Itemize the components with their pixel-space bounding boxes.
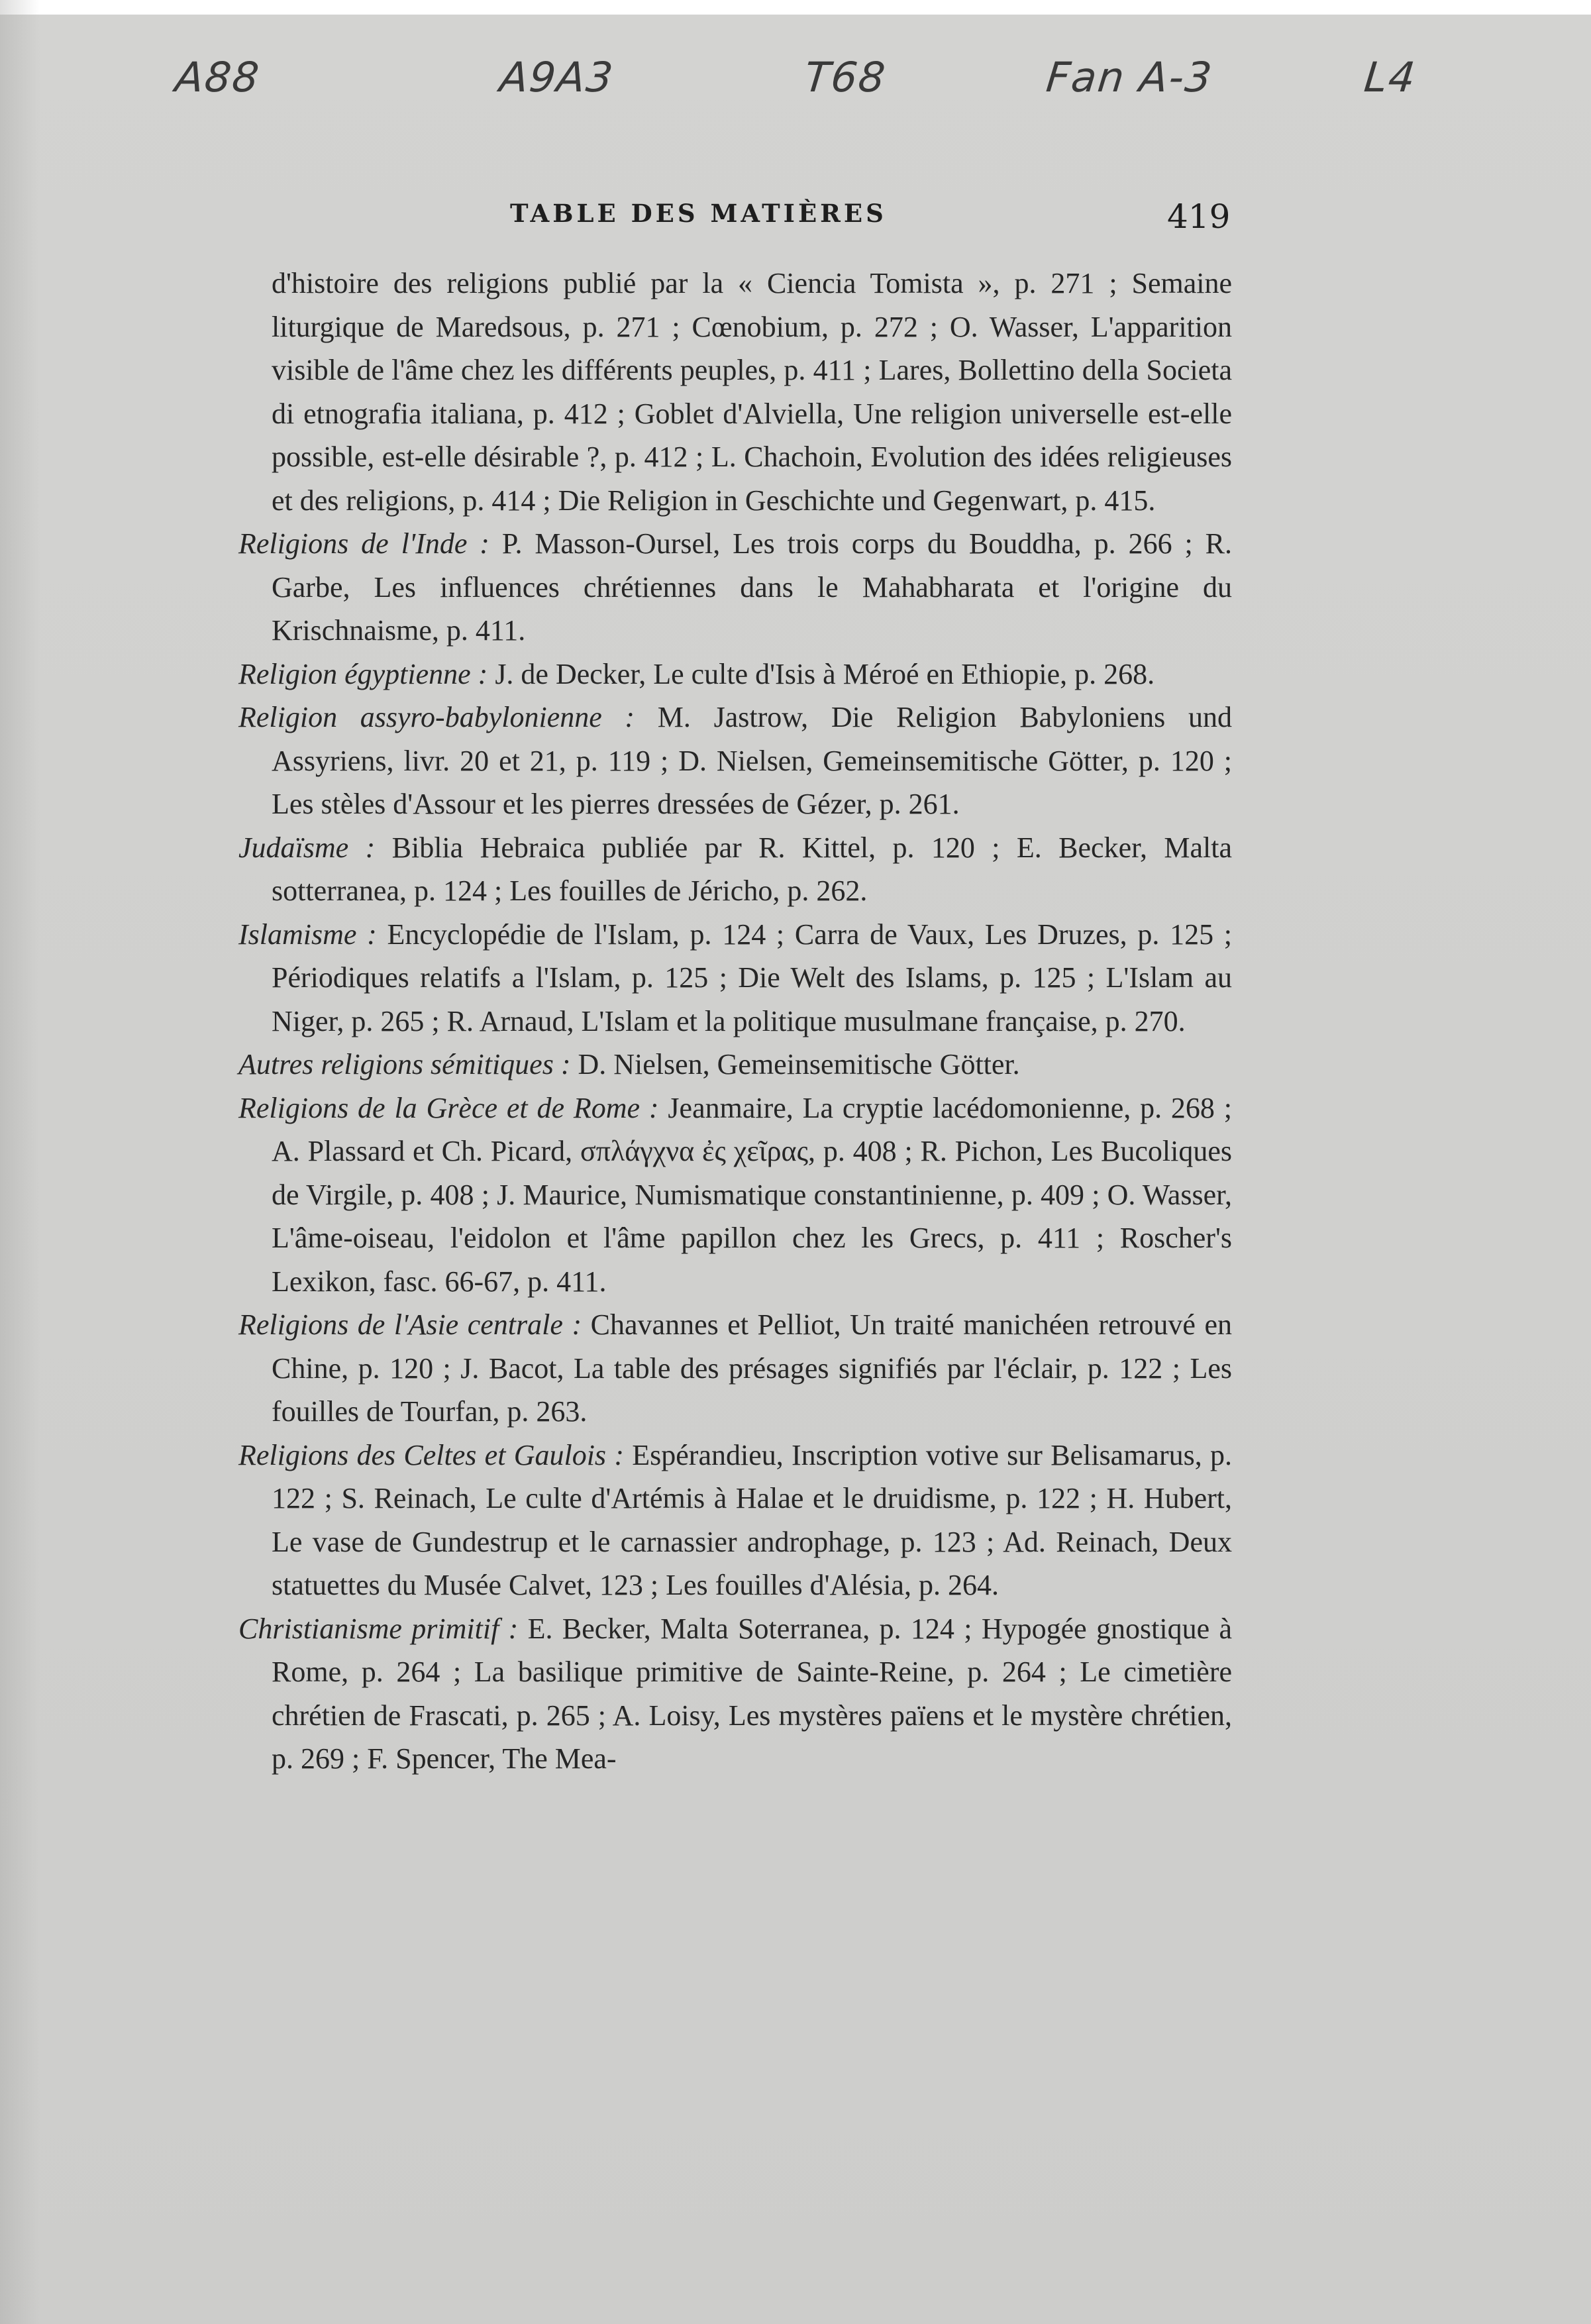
entry-heading: Religion égyptienne : [238,657,488,690]
entry-text: M. Jastrow, Die Religion Babyloniens und Assyriens, livr. 20 et 21, p. 119 ; D. Nielsen, Gemeinsemitische Götter, p. 120 ; Les stèles d'Assour et les pierres dressées de Gézer, p. 261. [272,701,1232,820]
index-entry [238,913,1232,1043]
index-entry [238,826,1232,913]
entry-heading: Religions de la Grèce et de Rome : [238,1091,659,1124]
entry-text: d'histoire des religions publié par la « Ciencia Tomista », p. 271 ; Semaine liturgique de Maredsous, p. 271 ; Cœnobium, p. 272 ; O. Wasser, L'apparition visible de l'âme chez les différents peuples, p. 411 ; Lares, Bollettino della Societa di etnografia italiana, p. 412 ; Goblet d'Alviella, Une religion universelle est-elle possible, est-elle désirable ?, p. 412 ; L. Chachoin, Evolution des idées religieuses et des religions, p. 414 ; Die Religion in Geschichte und Gegenwart, p. 415. [272,267,1232,517]
index-entry [238,262,1232,522]
index-entry [238,522,1232,653]
entry-text: J. de Decker, Le culte d'Isis à Méroé en Ethiopie, p. 268. [495,657,1155,690]
entry-text: E. Becker, Malta Soterranea, p. 124 ; Hypogée gnostique à Rome, p. 264 ; La basilique primitive de Sainte-Reine, p. 264 ; Le cimetière chrétien de Frascati, p. 265 ; A. Loisy, Les mystères païens et le mystère chrétien, p. 269 ; F. Spencer, The Mea- [272,1612,1233,1775]
handwritten-mark-4: Fan A-3 [1044,53,1215,101]
index-entry [238,1086,1232,1304]
handwritten-mark-1: A88 [173,53,263,101]
entry-heading: Religions de l'Inde : [238,527,489,560]
index-entry [238,696,1232,826]
entry-heading: Judaïsme : [238,831,376,864]
entry-heading: Religions de l'Asie centrale : [238,1308,582,1341]
entry-heading: Autres religions sémitiques : [238,1048,571,1081]
entry-text: Biblia Hebraica publiée par R. Kittel, p. 120 ; E. Becker, Malta sotterranea, p. 124 ; Les fouilles de Jéricho, p. 262. [272,831,1233,907]
handwritten-mark-5: L4 [1362,53,1419,101]
entry-text: P. Masson-Oursel, Les trois corps du Bouddha, p. 266 ; R. Garbe, Les influences chrétiennes dans le Mahabharata et l'origine du Krischnaisme, p. 411. [272,527,1232,647]
entry-heading: Islamisme : [238,918,377,951]
scan-top-edge [0,0,1591,15]
entry-text: Espérandieu, Inscription votive sur Belisamarus, p. 122 ; S. Reinach, Le culte d'Artémis à Halae et le druidisme, p. 122 ; H. Hubert, Le vase de Gundestrup et le carnassier androphage, p. 123 ; Ad. Reinach, Deux statuettes du Musée Calvet, 123 ; Les fouilles d'Alésia, p. 264. [272,1438,1233,1601]
entry-text: Chavannes et Pelliot, Un traité manichéen retrouvé en Chine, p. 120 ; J. Bacot, La table des présages signifiés par l'éclair, p. 122 ; Les fouilles de Tourfan, p. 263. [272,1308,1233,1428]
index-entry [238,653,1232,696]
entry-text: Jeanmaire, La cryptie lacédomonienne, p. 268 ; A. Plassard et Ch. Picard, σπλάγχνα ἐς χεῖρας, p. 408 ; R. Pichon, Les Bucoliques de Virgile, p. 408 ; J. Maurice, Numismatique constantinienne, p. 409 ; O. Wasser, L'âme-oiseau, l'eidolon et l'âme papillon chez les Grecs, p. 411 ; Roscher's Lexikon, fasc. 66-67, p. 411. [272,1091,1233,1298]
page-gutter-shadow [0,0,40,2324]
entry-heading: Religions des Celtes et Gaulois : [238,1438,624,1471]
entry-heading: Christianisme primitif : [238,1612,519,1645]
entry-text: Encyclopédie de l'Islam, p. 124 ; Carra de Vaux, Les Druzes, p. 125 ; Périodiques relatifs a l'Islam, p. 125 ; Die Welt des Islams, p. 125 ; L'Islam au Niger, p. 265 ; R. Arnaud, L'Islam et la politique musulmane française, p. 270. [272,918,1233,1037]
index-entry [238,1434,1232,1607]
index-entry [238,1607,1232,1781]
entry-text: D. Nielsen, Gemeinsemitische Götter. [578,1048,1020,1081]
running-head: TABLE DES MATIÈRES [510,199,887,228]
page-number: 419 [1167,197,1231,236]
index-entry [238,1043,1232,1086]
entry-heading: Religion assyro-babylonienne : [238,701,635,733]
handwritten-mark-2: A9A3 [497,53,617,101]
table-of-contents-body [238,262,1232,1781]
handwritten-mark-3: T68 [802,53,889,101]
index-entry [238,1303,1232,1434]
